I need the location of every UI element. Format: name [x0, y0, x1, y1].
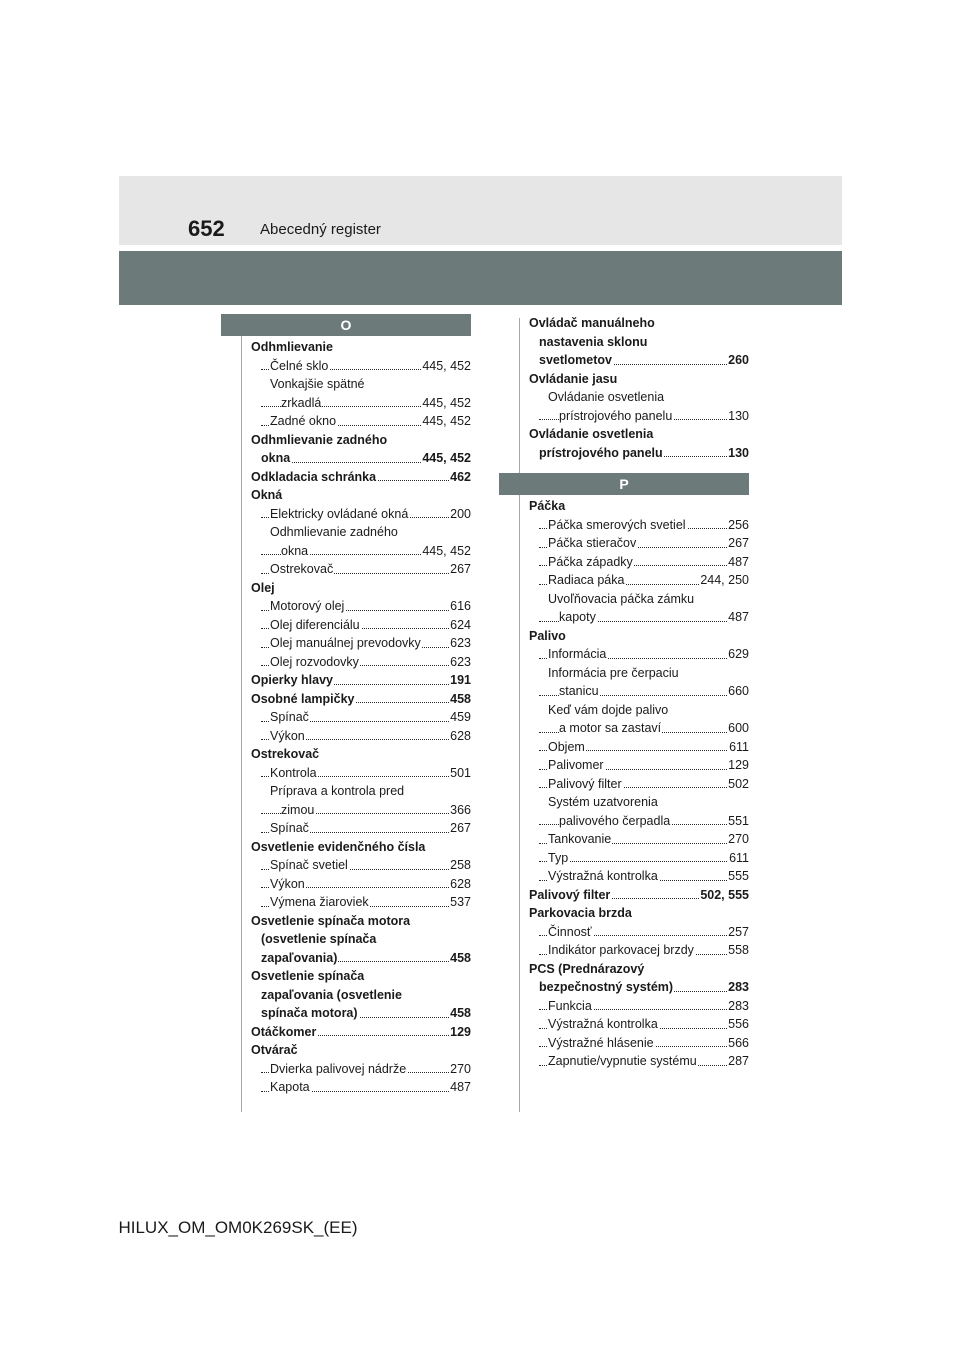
index-entry-line: [241, 542, 471, 561]
index-term: kapoty: [559, 610, 596, 624]
index-term: Páčka západky: [548, 554, 633, 569]
index-entry-line: [519, 1052, 749, 1071]
index-term: zapaľovania): [261, 950, 338, 965]
index-entry-line: [519, 590, 749, 609]
index-term: Otáčkomer: [251, 1024, 317, 1039]
page-reference: 459: [449, 708, 471, 727]
index-entry-line: [519, 388, 749, 407]
index-entry-line: [519, 333, 749, 352]
page-reference: 260: [727, 351, 749, 370]
index-entry-line: [519, 407, 749, 426]
index-entry-line: [519, 444, 749, 463]
page-reference: 256: [727, 516, 749, 535]
page-reference: 445, 452: [421, 412, 471, 431]
index-entry-line: [241, 745, 471, 764]
index-term: Radiaca páka: [548, 573, 625, 587]
page-reference: 445, 452: [421, 357, 471, 376]
page-reference: 566: [727, 1034, 749, 1053]
index-entry-line: [519, 425, 749, 444]
page-reference: 660: [727, 682, 749, 701]
index-column-left: [241, 314, 471, 1097]
index-term: Príprava a kontrola pred: [270, 784, 405, 798]
index-term: Osvetlenie spínača motora: [251, 913, 411, 928]
page-reference: 130: [727, 444, 749, 463]
index-term: nastavenia sklonu: [539, 334, 648, 349]
index-entry-line: [519, 314, 749, 333]
index-term: PCS (Prednárazový: [529, 961, 645, 976]
page-reference: 283: [727, 978, 749, 997]
index-entry-line: [241, 819, 471, 838]
page-reference: 458: [449, 949, 471, 968]
page-reference: 270: [727, 830, 749, 849]
page-reference: 458: [449, 690, 471, 709]
page-reference: 462: [449, 468, 471, 487]
page-reference: 616: [449, 597, 471, 616]
index-term: zapaľovania (osvetlenie: [261, 987, 402, 1002]
index-entry-line: [241, 338, 471, 357]
index-term: Uvoľňovacia páčka zámku: [548, 591, 695, 606]
index-term: prístrojového panelu: [539, 445, 663, 460]
index-term: Systém uzatvorenia: [548, 795, 658, 809]
page-reference: 129: [727, 756, 749, 775]
index-entry-line: [241, 375, 471, 394]
index-term: Zapnutie/vypnutie systému: [548, 1054, 697, 1068]
index-entry-line: [241, 1060, 471, 1079]
index-term: okna: [281, 543, 309, 558]
index-term: Funkcia: [548, 998, 592, 1013]
index-entry-line: [241, 801, 471, 820]
index-entries-p: [519, 497, 749, 1071]
index-term: Výkon: [270, 728, 305, 743]
index-entry-line: [241, 431, 471, 450]
index-entry-line: [241, 930, 471, 949]
index-term: Parkovacia brzda: [529, 906, 632, 920]
index-entry-line: [519, 627, 749, 646]
index-term: Ovládanie osvetlenia: [529, 427, 654, 441]
index-term: (osvetlenie spínača: [261, 932, 377, 946]
index-term: Odhmlievanie zadného: [251, 432, 388, 447]
index-term: Keď vám dojde palivo: [548, 702, 669, 717]
page-reference: 267: [449, 819, 471, 838]
index-term: Výstražná kontrolka: [548, 1017, 658, 1031]
index-term: Spínač svetiel: [270, 858, 348, 872]
index-term: svetlometov: [539, 353, 612, 367]
index-entry-line: [241, 412, 471, 431]
index-entry-line: [241, 764, 471, 783]
index-term: Výstražné hlásenie: [548, 1035, 654, 1050]
index-term: Olej: [251, 580, 275, 595]
index-term: spínača motora): [261, 1006, 358, 1020]
page-reference: 551: [727, 812, 749, 831]
index-term: Okná: [251, 488, 283, 502]
index-term: Ovládanie jasu: [529, 371, 618, 386]
index-term: Páčka smerových svetiel: [548, 517, 686, 532]
page-reference: 611: [728, 849, 749, 868]
header-band: [119, 176, 842, 245]
page-reference: 628: [449, 875, 471, 894]
index-entry-line: [519, 849, 749, 868]
index-entry-line: [519, 941, 749, 960]
section-banner: [119, 251, 842, 305]
index-entry-line: [241, 856, 471, 875]
page-reference: 258: [449, 856, 471, 875]
index-term: Palivo: [529, 628, 566, 643]
index-term: Ostrekovač: [251, 747, 320, 761]
page-reference: 501: [449, 764, 471, 783]
index-term: Odkladacia schránka: [251, 469, 377, 484]
index-entry-line: [241, 357, 471, 376]
index-term: Elektricky ovládané okná: [270, 506, 409, 521]
index-term: Tankovanie: [548, 832, 612, 846]
page-reference: 537: [449, 893, 471, 912]
index-term: Olej diferenciálu: [270, 617, 360, 632]
document-code: HILUX_OM_OM0K269SK_(EE): [118, 1218, 358, 1237]
page-reference: 558: [727, 941, 749, 960]
index-entry-line: [241, 560, 471, 579]
index-entry-line: [241, 486, 471, 505]
index-term: Indikátor parkovacej brzdy: [548, 943, 694, 957]
index-entry-line: [241, 653, 471, 672]
index-entry-line: [241, 505, 471, 524]
index-entry-line: [241, 468, 471, 487]
index-term: zimou: [281, 802, 315, 817]
index-entry-line: [241, 579, 471, 598]
index-term: Typ: [548, 850, 569, 865]
page-reference: 623: [449, 634, 471, 653]
page-reference: 445, 452: [421, 449, 471, 468]
index-term: Činnosť: [548, 924, 592, 939]
index-term: Osvetlenie spínača: [251, 969, 365, 983]
index-entry-line: [519, 960, 749, 979]
letter-heading-p: P: [499, 473, 749, 495]
index-entry-line: [241, 875, 471, 894]
index-entry-line: [519, 886, 749, 905]
page-reference: 445, 452: [421, 394, 471, 413]
index-entry-line: [241, 671, 471, 690]
index-entries-o-continued: [519, 314, 749, 462]
index-term: Palivový filter: [548, 776, 622, 791]
index-term: Olej manuálnej prevodovky: [270, 636, 421, 650]
index-entry-line: [519, 1034, 749, 1053]
index-entry-line: [519, 351, 749, 370]
index-entry-line: [241, 394, 471, 413]
index-entry-line: [519, 553, 749, 572]
index-entry-line: [241, 1004, 471, 1023]
page-reference: 502, 555: [699, 886, 749, 905]
index-term: palivového čerpadla: [559, 813, 671, 828]
page-reference: 244, 250: [699, 571, 749, 590]
index-term: Olej rozvodovky: [270, 654, 359, 669]
index-entry-line: [241, 449, 471, 468]
page-reference: 502: [727, 775, 749, 794]
index-entry-line: [519, 923, 749, 942]
page-reference: 129: [449, 1023, 471, 1042]
page-reference: 445, 452: [421, 542, 471, 561]
index-term: Osvetlenie evidenčného čísla: [251, 839, 426, 854]
index-term: Vonkajšie spätné: [270, 377, 365, 391]
index-term: Palivomer: [548, 758, 604, 772]
page-reference: 458: [449, 1004, 471, 1023]
index-term: Dvierka palivovej nádrže: [270, 1061, 407, 1076]
index-term: prístrojového panelu: [559, 408, 673, 423]
index-entry-line: [241, 597, 471, 616]
index-term: Výstražná kontrolka: [548, 869, 658, 883]
page-reference: 555: [727, 867, 749, 886]
index-entry-line: [519, 664, 749, 683]
index-entry-line: [241, 838, 471, 857]
index-term: Výmena žiaroviek: [270, 895, 369, 909]
index-term: Zadné okno: [270, 414, 337, 428]
index-entry-line: [519, 645, 749, 664]
index-column-right: [519, 314, 749, 1071]
index-term: Spínač: [270, 710, 309, 724]
index-entry-line: [241, 893, 471, 912]
index-term: stanicu: [559, 684, 599, 698]
index-entry-line: [519, 571, 749, 590]
index-entry-line: [241, 1078, 471, 1097]
index-entry-line: [519, 997, 749, 1016]
page-reference: 487: [727, 608, 749, 627]
page-reference: 487: [727, 553, 749, 572]
page-reference: 600: [727, 719, 749, 738]
index-term: bezpečnostný systém): [539, 980, 674, 994]
index-term: Ovládač manuálneho: [529, 316, 655, 330]
index-term: Odhmlievanie: [251, 340, 333, 354]
page-reference: 487: [449, 1078, 471, 1097]
page-reference: 200: [449, 505, 471, 524]
index-entry-line: [241, 727, 471, 746]
index-term: Otvárač: [251, 1043, 298, 1057]
page-reference: 628: [449, 727, 471, 746]
index-term: okna: [261, 451, 291, 465]
index-entry-line: [241, 949, 471, 968]
index-term: Páčka stieračov: [548, 536, 637, 550]
index-entry-line: [519, 370, 749, 389]
index-entry-line: [519, 978, 749, 997]
index-entry-line: [241, 986, 471, 1005]
index-entry-line: [241, 690, 471, 709]
index-entry-line: [519, 793, 749, 812]
index-entry-line: [241, 708, 471, 727]
index-term: Objem: [548, 739, 585, 754]
index-entry-line: [241, 634, 471, 653]
index-entry-line: [241, 616, 471, 635]
index-term: Kapota: [270, 1080, 310, 1094]
page-reference: 257: [727, 923, 749, 942]
index-entry-line: [519, 682, 749, 701]
index-term: Výkon: [270, 876, 305, 891]
letter-heading-o: O: [221, 314, 471, 336]
index-entry-line: [519, 701, 749, 720]
index-entry-line: [241, 523, 471, 542]
index-entry-line: [241, 782, 471, 801]
index-entry-line: [241, 1041, 471, 1060]
index-entry-line: [519, 830, 749, 849]
index-term: Spínač: [270, 821, 309, 835]
index-entry-line: [519, 516, 749, 535]
index-entry-line: [519, 719, 749, 738]
index-entry-line: [519, 756, 749, 775]
index-entry-line: [241, 912, 471, 931]
index-entry-line: [519, 867, 749, 886]
index-term: Palivový filter: [529, 887, 611, 902]
page-reference: 629: [727, 645, 749, 664]
index-entry-line: [241, 1023, 471, 1042]
index-entry-line: [519, 904, 749, 923]
page-number: 652: [188, 216, 225, 241]
page-reference: 191: [449, 671, 471, 690]
page-reference: 611: [728, 738, 749, 757]
index-term: Opierky hlavy: [251, 673, 333, 687]
index-term: Informácia: [548, 647, 607, 661]
page-reference: 270: [449, 1060, 471, 1079]
index-term: Motorový olej: [270, 599, 345, 613]
index-entry-line: [519, 738, 749, 757]
index-term: zrkadlá: [281, 395, 322, 410]
index-entry-line: [241, 967, 471, 986]
page-reference: 267: [727, 534, 749, 553]
page-reference: 287: [727, 1052, 749, 1071]
index-entry-line: [519, 497, 749, 516]
index-entry-line: [519, 812, 749, 831]
page-reference: 283: [727, 997, 749, 1016]
section-title: Abecedný register: [260, 221, 381, 238]
page-reference: 624: [449, 616, 471, 635]
page-reference: 130: [727, 407, 749, 426]
index-entry-line: [519, 1015, 749, 1034]
page-reference: 267: [449, 560, 471, 579]
index-term: Páčka: [529, 499, 566, 513]
index-term: a motor sa zastaví: [559, 721, 662, 735]
page-reference: 366: [449, 801, 471, 820]
index-term: Ostrekovač: [270, 562, 334, 576]
index-term: Odhmlievanie zadného: [270, 525, 398, 539]
index-term: Kontrola: [270, 765, 317, 780]
index-entry-line: [519, 534, 749, 553]
index-term: Osobné lampičky: [251, 691, 355, 706]
index-term: Čelné sklo: [270, 358, 329, 373]
page-reference: 556: [727, 1015, 749, 1034]
index-term: Informácia pre čerpaciu: [548, 665, 679, 680]
index-term: Ovládanie osvetlenia: [548, 390, 665, 404]
index-entries-o: [241, 338, 471, 1097]
index-entry-line: [519, 775, 749, 794]
page-reference: 623: [449, 653, 471, 672]
index-entry-line: [519, 608, 749, 627]
